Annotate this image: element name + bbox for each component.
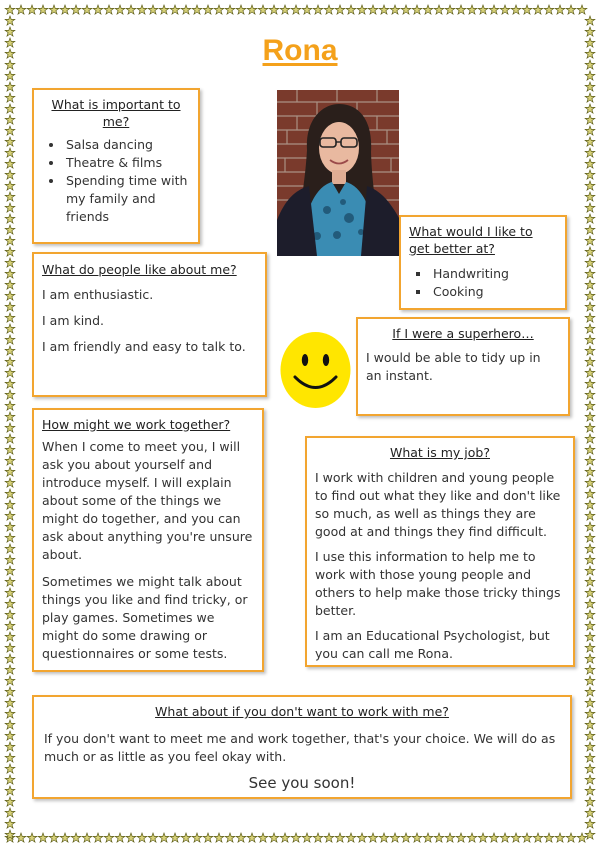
like-text: I am enthusiastic. <box>42 287 154 302</box>
list-item: • Salsa dancing <box>64 136 190 154</box>
dont-want-heading: What about if you don't want to work with me? <box>155 704 449 719</box>
superhero-box <box>356 317 570 416</box>
work-together-text: When I come to meet you, I will ask you about yourself and introduce myself. I will explain about some of the things we might do together, and you can ask about anything you're unsure about. <box>42 439 253 562</box>
work-together-box <box>32 408 264 672</box>
important-list <box>42 136 190 226</box>
list-item: • Theatre & films <box>64 154 190 172</box>
superhero-heading: If I were a superhero… <box>392 326 534 341</box>
job-text: I work with children and young people to find out what they like and don't like so much, as well as things they are good at and things they find difficult. <box>315 470 561 539</box>
work-together-heading: How might we work together? <box>42 417 231 432</box>
job-text: I use this information to help me to work with those young people and others to help make those tricky things better. <box>315 549 561 618</box>
smiley-face-icon <box>279 330 352 410</box>
list-item: • Spending time with my family and friends <box>64 172 190 226</box>
better-list <box>409 265 557 301</box>
job-box <box>305 436 575 667</box>
dont-want-text: If you don't want to meet me and work together, that's your choice. We will do as much or as little as you feel okay with. <box>44 731 556 764</box>
better-heading: What would I like to get better at? <box>409 224 533 256</box>
like-heading: What do people like about me? <box>42 262 237 277</box>
dont-want-box <box>32 695 572 799</box>
important-heading: What is important to me? <box>51 97 181 129</box>
closing-text: See you soon! <box>248 774 356 792</box>
portrait-photo <box>277 90 399 256</box>
work-together-text: Sometimes we might talk about things you like and find tricky, or play games. Sometimes we might do some drawing or questionnaires or some tests. <box>42 574 248 661</box>
important-box <box>32 88 200 244</box>
like-box <box>32 252 267 397</box>
job-text: I am an Educational Psychologist, but you can call me Rona. <box>315 628 550 661</box>
list-item: ▪ Cooking <box>431 283 557 301</box>
job-heading: What is my job? <box>389 445 490 460</box>
like-text: I am kind. <box>42 313 105 328</box>
like-text: I am friendly and easy to talk to. <box>42 339 246 354</box>
list-item: ▪ Handwriting <box>431 265 557 283</box>
superhero-text: I would be able to tidy up in an instant. <box>366 350 541 383</box>
better-box <box>399 215 567 310</box>
page-title: Rona <box>262 34 338 67</box>
